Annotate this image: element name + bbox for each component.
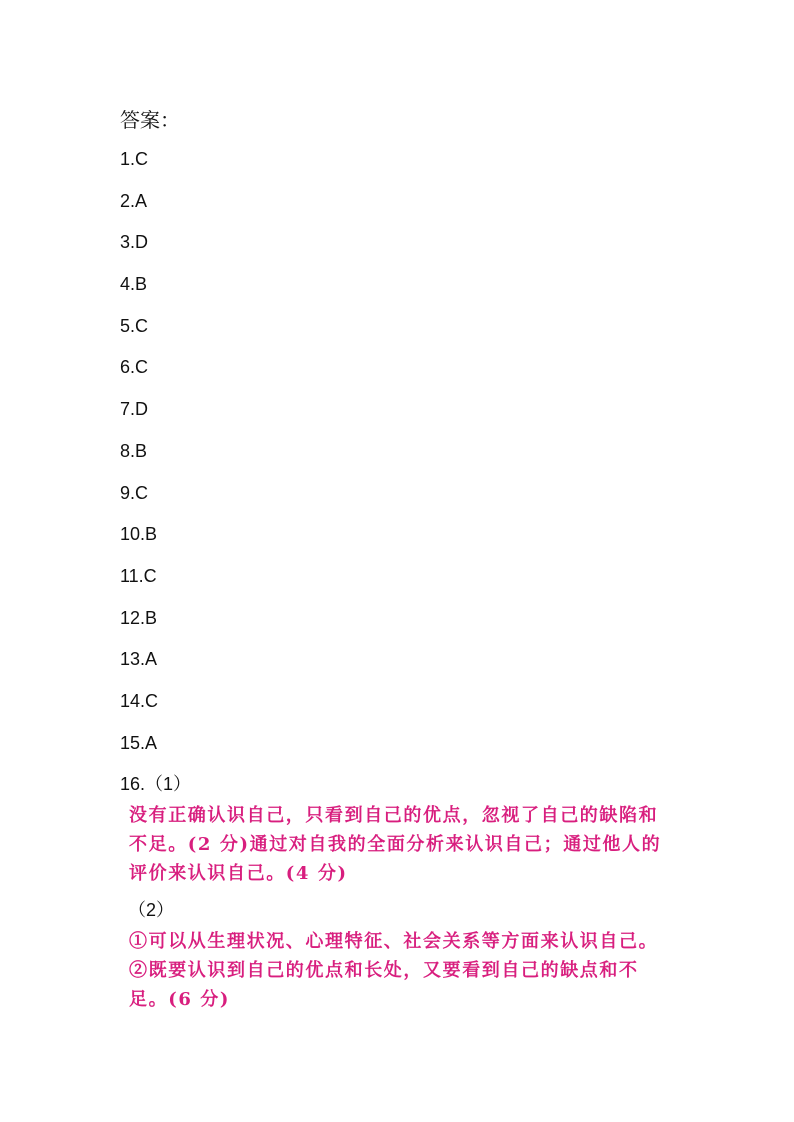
answer-item: 4.B [120, 274, 148, 295]
answer-item: 8.B [120, 440, 148, 461]
answer-item: 2.A [120, 190, 148, 211]
answers-heading: 答案： [120, 108, 180, 132]
answer-item: 14.C [120, 690, 159, 711]
answer-item: 6.C [120, 357, 149, 378]
answer-item: 7.D [120, 399, 149, 420]
question-16-part2-answer: ①可以从生理状况、心理特征、社会关系等方面来认识自己。②既要认识到自己的优点和长处，又要看到自己的缺点和不足。(6 分) [129, 931, 659, 1010]
answer-item: 3.D [120, 232, 149, 253]
answer-item: 5.C [120, 315, 149, 336]
answer-item: 11.C [120, 565, 157, 586]
answer-item: 13.A [120, 649, 158, 670]
answer-item: 9.C [120, 482, 149, 503]
answer-list [120, 146, 158, 771]
answer-item: 15.A [120, 732, 158, 753]
answer-item: 12.B [120, 607, 158, 628]
question-16-part2-label: （2） [128, 900, 175, 920]
answer-item: 10.B [120, 524, 158, 545]
question-16-part1-answer: 没有正确认识自己，只看到自己的优点，忽视了自己的缺陷和不足。(2 分)通过对自我的全面分析来认识自己；通过他人的评价来认识自己。(4 分) [129, 805, 662, 884]
question-16-label: 16.（1） [120, 774, 192, 794]
answer-item: 1.C [120, 149, 149, 169]
